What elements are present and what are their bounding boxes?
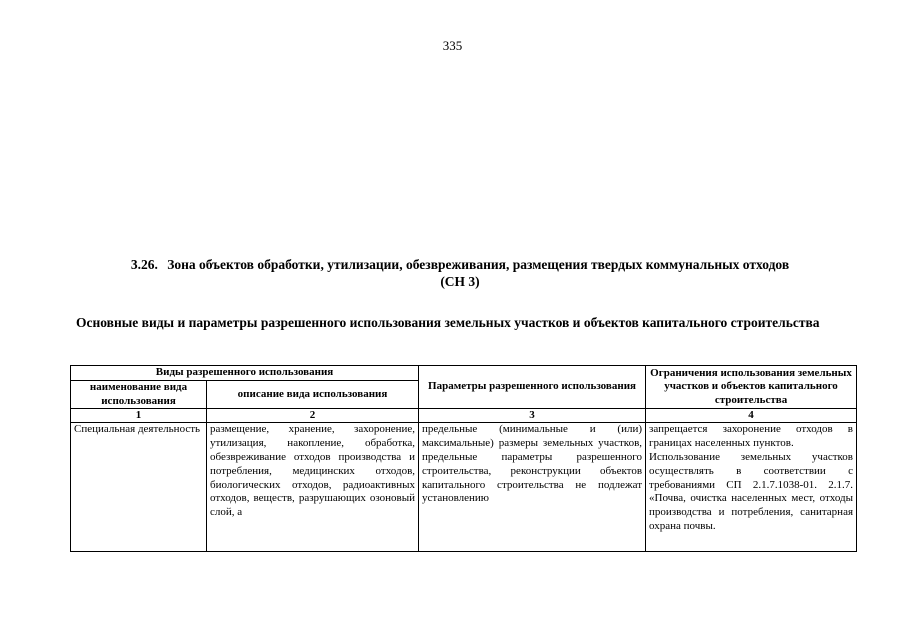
restrictions-text bbox=[649, 423, 853, 551]
usage-description-text: размещение, хранение, захоронение, утилизация, накопление, обработка, обезвреживание отходов производства и потребления, медицинских отходов, биологических отходов, радиоактивных отходов, веществ, разрушающих озоновый слой, а bbox=[210, 423, 416, 519]
page-number: 335 bbox=[442, 38, 463, 53]
section-number: 3.26. bbox=[130, 257, 158, 272]
header-usage-types: Виды разрешенного использования bbox=[71, 366, 419, 381]
column-number: 4 bbox=[646, 409, 857, 423]
zoning-table bbox=[70, 365, 857, 552]
cell-parameters bbox=[419, 423, 646, 552]
header-parameters: Параметры разрешенного использования bbox=[419, 366, 646, 409]
column-number: 1 bbox=[71, 409, 207, 423]
restrictions-paragraph-2: Использование земельных участков осуществлять в соответствии с требованиями СП 2.1.7.1038-01. 2.1.7. «Почва, очистка населенных мест, отходы производства и потребления, санитарная охрана почвы. bbox=[649, 450, 854, 532]
usage-name-text: Специальная деятельность bbox=[74, 423, 201, 436]
cell-usage-name bbox=[71, 423, 207, 552]
section-title-line2: (СН 3) bbox=[440, 274, 480, 289]
table-row bbox=[71, 423, 857, 552]
parameters-text: предельные (минимальные и (или) максимальные) размеры земельных участков, предельные параметры разрешенного строительства, реконструкции объектов капитального строительства не подлежат установлению bbox=[422, 423, 643, 505]
table-subtitle: Основные виды и параметры разрешенного использования земельных участков и объектов капитального строительства bbox=[76, 315, 820, 330]
section-title-line1: Зона объектов обработки, утилизации, обезвреживания, размещения твердых коммунальных отходов bbox=[167, 257, 790, 272]
restrictions-paragraph-1: запрещается захоронение отходов в границах населенных пунктов. bbox=[649, 423, 854, 450]
cell-restrictions bbox=[646, 423, 857, 552]
header-usage-description: описание вида использования bbox=[207, 380, 419, 409]
header-usage-name: наименование вида использования bbox=[71, 380, 207, 409]
column-number: 2 bbox=[207, 409, 419, 423]
column-numbers-row bbox=[71, 409, 857, 423]
cell-usage-description bbox=[207, 423, 419, 552]
section-title bbox=[90, 256, 830, 290]
column-number: 3 bbox=[419, 409, 646, 423]
header-restrictions: Ограничения использования земельных участков и объектов капитального строительства bbox=[646, 366, 857, 409]
